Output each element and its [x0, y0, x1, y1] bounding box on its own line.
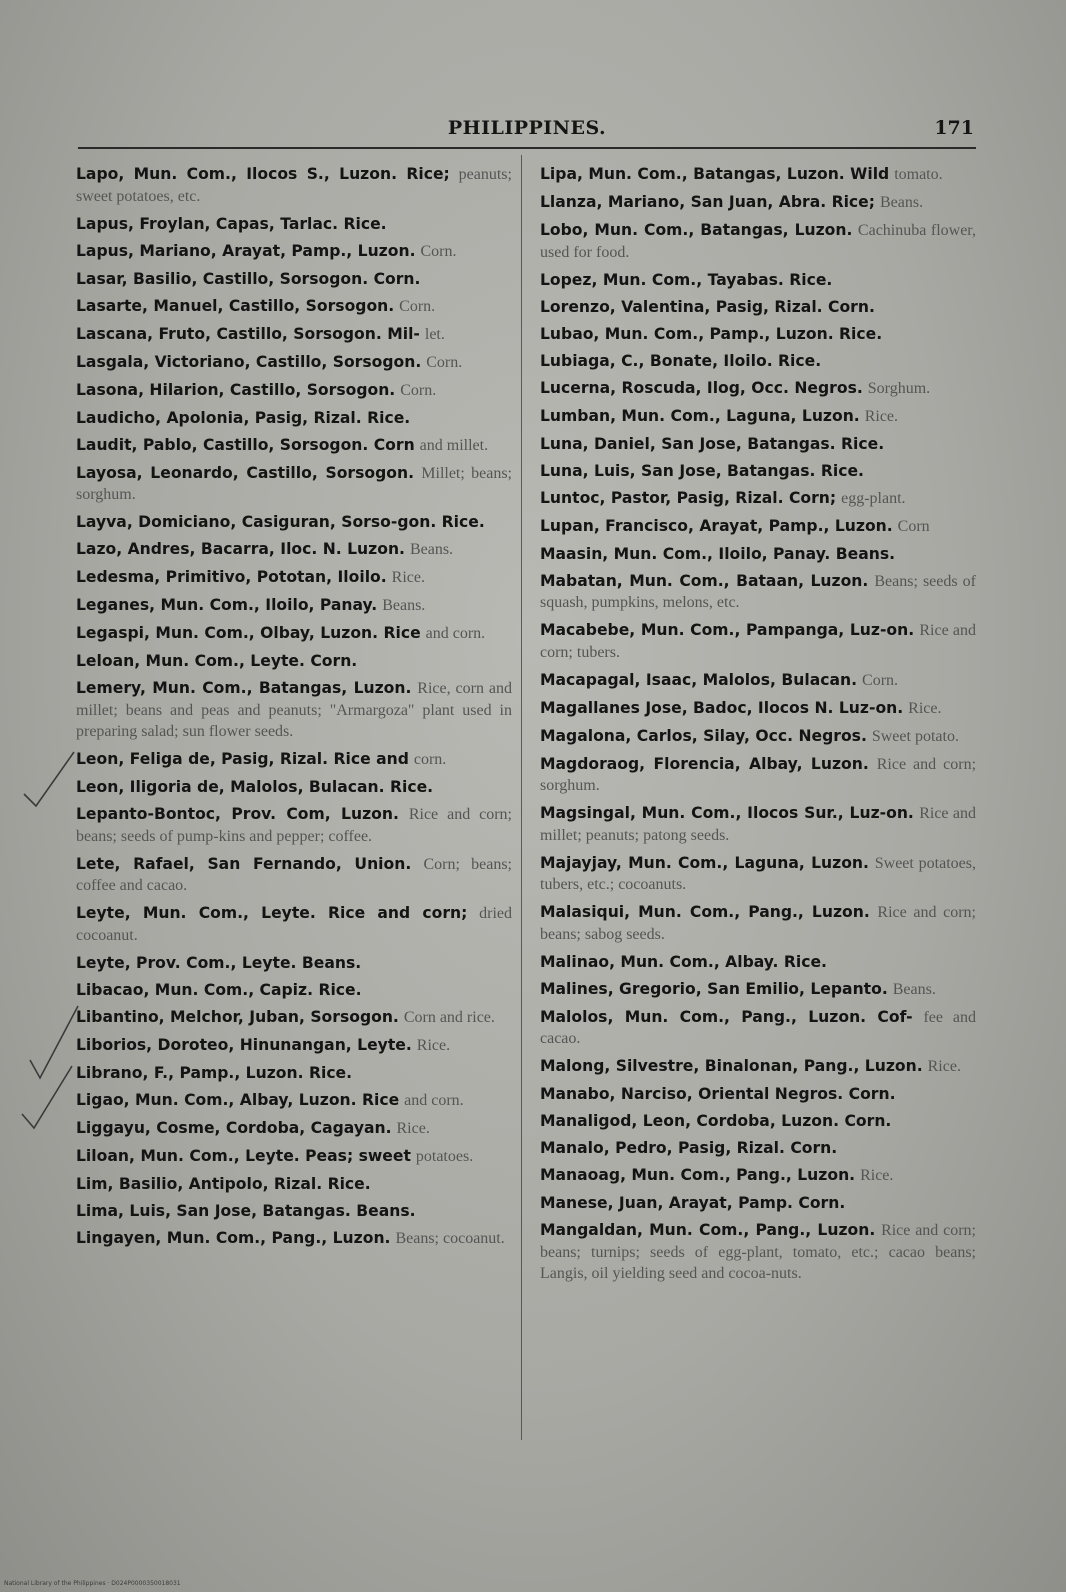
entry-products: Millet; beans; sorghum. — [76, 464, 512, 503]
entry-products: Corn and rice. — [403, 1008, 495, 1026]
entry-products: Corn. — [420, 242, 457, 260]
entry-products: Beans. — [382, 597, 426, 614]
directory-entry — [540, 1138, 976, 1159]
directory-entry — [76, 1146, 512, 1168]
directory-entry — [76, 804, 512, 847]
directory-entry — [76, 651, 512, 672]
directory-entry — [76, 164, 512, 207]
entry-products: Rice. — [908, 699, 942, 717]
entry-products: Cachinuba flower, used for food. — [540, 222, 976, 261]
directory-entry — [540, 1111, 976, 1132]
directory-entry — [540, 351, 976, 372]
entry-products: Corn — [897, 517, 930, 535]
directory-entry — [76, 567, 512, 589]
directory-entry — [540, 164, 976, 186]
entry-name: Laudicho, Apolonia, Pasig, Rizal. Rice. — [76, 408, 411, 427]
directory-entry — [540, 620, 976, 663]
entry-products: Corn; beans; coffee and cacao. — [76, 855, 512, 894]
entry-name: Legaspi, Mun. Com., Olbay, Luzon. Rice — [76, 624, 421, 642]
directory-entry — [76, 296, 512, 318]
entry-products: Rice. — [860, 1167, 894, 1184]
entry-name: Libantino, Melchor, Juban, Sorsogon. — [76, 1007, 399, 1026]
entry-name: Lopez, Mun. Com., Tayabas. Rice. — [540, 270, 833, 289]
left-column — [76, 164, 512, 1256]
entry-products: dried cocoanut. — [76, 905, 512, 944]
directory-entry — [540, 516, 976, 538]
entry-products: peanuts; sweet potatoes, etc. — [76, 166, 512, 205]
directory-entry — [76, 623, 512, 645]
entry-name: Leon, Feliga de, Pasig, Rizal. Rice and — [76, 750, 409, 768]
entry-name: Lascana, Fruto, Castillo, Sorsogon. Mil- — [76, 324, 420, 343]
entry-products: Rice and corn; beans; seeds of pump-kins and pepper; coffee. — [76, 806, 513, 845]
entry-products: Beans. — [879, 194, 924, 211]
entry-name: Liggayu, Cosme, Cordoba, Cagayan. — [76, 1118, 392, 1137]
entry-products: Rice. — [864, 407, 899, 425]
entry-name: Leyte, Prov. Com., Leyte. Beans. — [76, 953, 362, 972]
entry-products: let. — [424, 325, 445, 343]
directory-entry — [76, 269, 512, 290]
entry-name: Magallanes Jose, Badoc, Ilocos N. Luz-on. — [540, 698, 904, 717]
check-mark-icon — [20, 1062, 80, 1132]
entry-name: Layosa, Leonardo, Castillo, Sorsogon. — [76, 463, 414, 482]
entry-products: corn. — [413, 751, 447, 768]
directory-entry — [540, 324, 976, 345]
directory-entry — [540, 1007, 976, 1050]
entry-name: Lepanto-Bontoc, Prov. Com, Luzon. — [76, 805, 399, 823]
entry-name: Lazo, Andres, Bacarra, Iloc. N. Luzon. — [76, 540, 405, 558]
directory-entry — [76, 214, 512, 235]
entry-name: Malong, Silvestre, Binalonan, Pang., Luzon. — [540, 1057, 923, 1075]
entry-products: Corn. — [426, 353, 463, 371]
directory-entry — [76, 539, 512, 561]
directory-entry — [540, 1220, 976, 1285]
entry-name: Layva, Domiciano, Casiguran, Sorso-gon. Rice. — [76, 513, 485, 531]
entry-name: Lucerna, Roscuda, Ilog, Occ. Negros. — [540, 378, 863, 397]
directory-entry — [540, 670, 976, 692]
entry-products: Rice, corn and millet; beans and peas and peanuts; "Armargoza" plant used in preparing salad; sun flower seeds. — [76, 680, 512, 740]
entry-name: Mabatan, Mun. Com., Bataan, Luzon. — [540, 571, 869, 590]
directory-entry — [540, 1084, 976, 1105]
directory-entry — [76, 1090, 512, 1112]
directory-entry — [540, 853, 976, 896]
entry-products: Beans. — [409, 541, 454, 558]
entry-products: Sweet potatoes, tubers, etc.; cocoanuts. — [540, 854, 976, 893]
entry-products: Sweet potato. — [871, 727, 959, 745]
entry-name: Lasarte, Manuel, Castillo, Sorsogon. — [76, 296, 395, 315]
entry-name: Lipa, Mun. Com., Batangas, Luzon. Wild — [540, 165, 890, 183]
entry-name: Malolos, Mun. Com., Pang., Luzon. Cof- — [540, 1007, 913, 1026]
entry-name: Lim, Basilio, Antipolo, Rizal. Rice. — [76, 1174, 371, 1193]
directory-entry — [540, 754, 976, 797]
directory-entry — [540, 544, 976, 565]
directory-entry — [76, 241, 512, 263]
directory-entry — [76, 980, 512, 1001]
directory-entry — [540, 192, 976, 214]
entry-name: Libacao, Mun. Com., Capiz. Rice. — [76, 980, 362, 999]
entry-name: Manalo, Pedro, Pasig, Rizal. Corn. — [540, 1139, 838, 1157]
entry-products: tomato. — [894, 166, 943, 183]
directory-entry — [540, 1056, 976, 1078]
entry-name: Librano, F., Pamp., Luzon. Rice. — [76, 1063, 353, 1082]
entry-name: Magalona, Carlos, Silay, Occ. Negros. — [540, 726, 867, 745]
entry-products: and millet. — [419, 436, 489, 454]
entry-name: Mangaldan, Mun. Com., Pang., Luzon. — [540, 1221, 876, 1239]
directory-entry — [540, 1193, 976, 1214]
entry-name: Lorenzo, Valentina, Pasig, Rizal. Corn. — [540, 297, 875, 316]
entry-name: Malinao, Mun. Com., Albay. Rice. — [540, 952, 827, 971]
entry-products: fee and cacao. — [540, 1008, 976, 1047]
page-title: PHILIPPINES. — [447, 117, 607, 139]
entry-name: Luna, Luis, San Jose, Batangas. Rice. — [540, 461, 864, 480]
directory-entry — [76, 463, 512, 506]
column-divider — [521, 155, 522, 1440]
directory-entry — [76, 1063, 512, 1084]
entry-name: Lete, Rafael, San Fernando, Union. — [76, 854, 412, 873]
entry-products: Beans; seeds of squash, pumpkins, melons, etc. — [540, 572, 976, 611]
entry-products: egg-plant. — [841, 489, 906, 507]
entry-name: Llanza, Mariano, San Juan, Abra. Rice; — [540, 193, 875, 211]
entry-name: Leyte, Mun. Com., Leyte. Rice and corn; — [76, 904, 468, 922]
entry-products: Corn. — [862, 671, 899, 689]
entry-name: Luna, Daniel, San Jose, Batangas. Rice. — [540, 434, 885, 453]
directory-entry — [76, 1174, 512, 1195]
entry-name: Leganes, Mun. Com., Iloilo, Panay. — [76, 596, 378, 614]
entry-products: Rice and corn; tubers. — [540, 622, 976, 661]
directory-entry — [76, 1007, 512, 1029]
entry-products: Beans; cocoanut. — [395, 1229, 505, 1247]
directory-entry — [540, 952, 976, 973]
page-header — [78, 117, 976, 149]
entry-name: Manaligod, Leon, Cordoba, Luzon. Corn. — [540, 1112, 892, 1130]
directory-entry — [76, 854, 512, 897]
entry-products: and corn. — [425, 625, 486, 642]
directory-entry — [76, 1201, 512, 1222]
directory-entry — [540, 902, 976, 945]
check-mark-icon — [22, 748, 82, 810]
entry-name: Lumban, Mun. Com., Laguna, Luzon. — [540, 406, 860, 425]
entry-products: Beans. — [892, 980, 936, 998]
entry-products: Rice and corn; sorghum. — [540, 755, 977, 794]
directory-entry — [540, 270, 976, 291]
page-number: 171 — [934, 117, 974, 139]
entry-name: Lingayen, Mun. Com., Pang., Luzon. — [76, 1228, 391, 1247]
directory-entry — [76, 408, 512, 429]
entry-name: Manese, Juan, Arayat, Pamp. Corn. — [540, 1194, 846, 1212]
directory-entry — [540, 979, 976, 1001]
directory-entry — [76, 1118, 512, 1140]
entry-name: Maasin, Mun. Com., Iloilo, Panay. Beans. — [540, 544, 896, 563]
entry-name: Lasgala, Victoriano, Castillo, Sorsogon. — [76, 352, 422, 371]
directory-entry — [76, 595, 512, 617]
entry-name: Liborios, Doroteo, Hinunangan, Leyte. — [76, 1035, 412, 1054]
directory-entry — [76, 352, 512, 374]
directory-entry — [540, 434, 976, 455]
entry-name: Manabo, Narciso, Oriental Negros. Corn. — [540, 1085, 896, 1103]
entry-products: Rice and corn; beans; sabog seeds. — [540, 904, 976, 943]
directory-entry — [540, 803, 976, 846]
entry-name: Lapus, Froylan, Capas, Tarlac. Rice. — [76, 214, 387, 233]
directory-entry — [76, 380, 512, 402]
entry-name: Lubiaga, C., Bonate, Iloilo. Rice. — [540, 351, 822, 370]
directory-entry — [76, 1035, 512, 1057]
entry-name: Macapagal, Isaac, Malolos, Bulacan. — [540, 670, 858, 689]
entry-name: Majayjay, Mun. Com., Laguna, Luzon. — [540, 853, 869, 872]
entry-products: Rice. — [391, 569, 425, 586]
right-column — [540, 164, 976, 1291]
entry-products: Rice and millet; peanuts; patong seeds. — [540, 805, 976, 844]
directory-entry — [540, 488, 976, 510]
entry-name: Ledesma, Primitivo, Pototan, Iloilo. — [76, 568, 387, 586]
directory-entry — [76, 749, 512, 771]
directory-entry — [540, 1165, 976, 1187]
entry-products: Corn. — [399, 297, 436, 315]
directory-entry — [540, 698, 976, 720]
entry-name: Macabebe, Mun. Com., Pampanga, Luz-on. — [540, 621, 915, 639]
entry-name: Luntoc, Pastor, Pasig, Rizal. Corn; — [540, 488, 837, 507]
directory-entry — [76, 777, 512, 798]
entry-products: Rice and corn; beans; turnips; seeds of egg-plant, tomato, etc.; cacao beans; Langis, oil yielding seed and cocoa-nuts. — [540, 1222, 976, 1282]
directory-entry — [540, 297, 976, 318]
entry-name: Lasar, Basilio, Castillo, Sorsogon. Corn. — [76, 269, 421, 288]
directory-entry — [540, 220, 976, 263]
entry-name: Manaoag, Mun. Com., Pang., Luzon. — [540, 1166, 856, 1184]
entry-products: Rice. — [927, 1058, 961, 1075]
directory-entry — [76, 903, 512, 946]
entry-name: Magdoraog, Florencia, Albay, Luzon. — [540, 754, 869, 773]
entry-name: Malines, Gregorio, San Emilio, Lepanto. — [540, 979, 888, 998]
entry-name: Lemery, Mun. Com., Batangas, Luzon. — [76, 679, 412, 697]
entry-name: Lima, Luis, San Jose, Batangas. Beans. — [76, 1201, 416, 1220]
footer-credit: National Library of the Philippines · D024P0000350018031 — [4, 1580, 181, 1587]
entry-products: potatoes. — [415, 1147, 474, 1165]
entry-name: Leloan, Mun. Com., Leyte. Corn. — [76, 652, 358, 670]
directory-entry — [76, 324, 512, 346]
entry-name: Lobo, Mun. Com., Batangas, Luzon. — [540, 221, 853, 239]
directory-entry — [540, 726, 976, 748]
entry-products: and corn. — [404, 1091, 464, 1109]
directory-entry — [76, 1228, 512, 1250]
entry-name: Liloan, Mun. Com., Leyte. Peas; sweet — [76, 1146, 411, 1165]
entry-products: Corn. — [400, 381, 437, 399]
entry-products: Rice. — [416, 1036, 451, 1054]
entry-name: Ligao, Mun. Com., Albay, Luzon. Rice — [76, 1090, 400, 1109]
entry-name: Lupan, Francisco, Arayat, Pamp., Luzon. — [540, 516, 893, 535]
directory-entry — [76, 512, 512, 533]
directory-entry — [540, 406, 976, 428]
directory-entry — [76, 678, 512, 743]
entry-name: Magsingal, Mun. Com., Ilocos Sur., Luz-on. — [540, 804, 914, 822]
entry-name: Malasiqui, Mun. Com., Pang., Luzon. — [540, 903, 870, 921]
directory-entry — [540, 461, 976, 482]
entry-name: Leon, Iligoria de, Malolos, Bulacan. Rice. — [76, 778, 434, 796]
directory-entry — [540, 571, 976, 614]
entry-name: Laudit, Pablo, Castillo, Sorsogon. Corn — [76, 435, 415, 454]
directory-entry — [76, 953, 512, 974]
entry-products: Rice. — [396, 1119, 430, 1137]
entry-name: Lasona, Hilarion, Castillo, Sorsogon. — [76, 380, 396, 399]
entry-products: Sorghum. — [867, 379, 931, 397]
entry-name: Lapus, Mariano, Arayat, Pamp., Luzon. — [76, 241, 416, 260]
entry-name: Lapo, Mun. Com., Ilocos S., Luzon. Rice; — [76, 165, 450, 183]
directory-entry — [76, 435, 512, 457]
directory-entry — [540, 378, 976, 400]
entry-name: Lubao, Mun. Com., Pamp., Luzon. Rice. — [540, 324, 883, 343]
